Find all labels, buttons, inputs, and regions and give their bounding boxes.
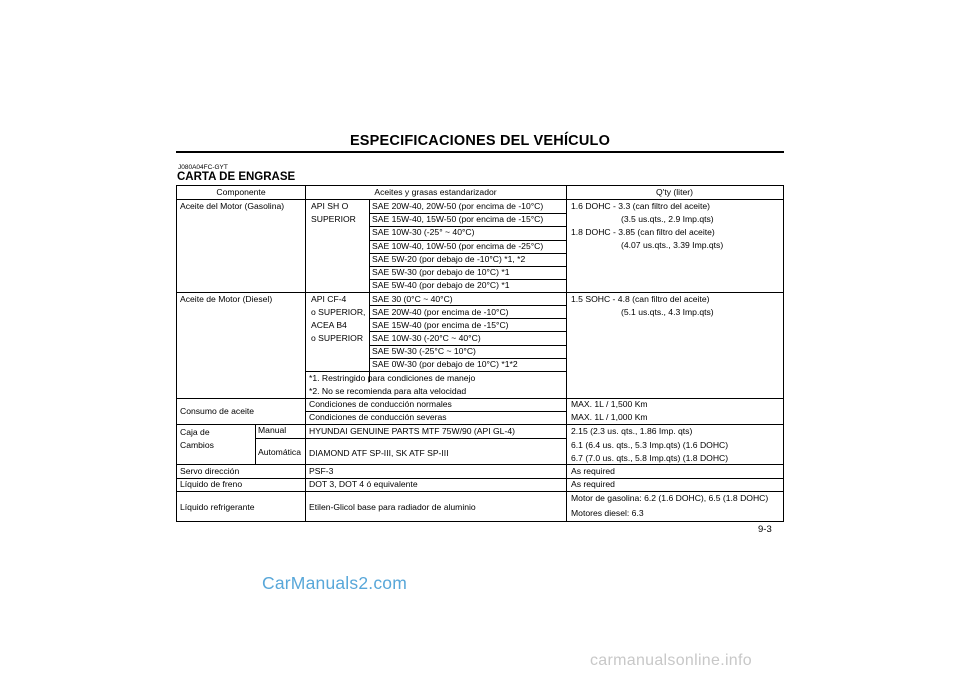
notes-top-rule [305,371,566,372]
consumo-component: Consumo de aceite [180,406,255,416]
diesel-qty: (5.1 us.qts., 4.3 Imp.qts) [621,307,714,317]
grade-rule [369,331,566,332]
gasoline-api-1: API SH O [311,201,349,211]
caja-manual-label: Manual [258,425,287,435]
caja-automatic-qty: 6.1 (6.4 us. qts., 5.3 Imp.qts) (1.6 DOHC) [571,440,729,450]
caja-divider [255,425,256,464]
diesel-api: o SUPERIOR, [311,307,366,317]
caja-manual-qty: 2.15 (2.3 us. qts., 1.86 Imp. qts) [571,426,693,436]
diesel-top-rule-left [177,292,566,293]
diesel-grade: SAE 20W-40 (por encima de -10°C) [372,307,509,317]
diesel-api: API CF-4 [311,294,347,304]
grade-rule [369,318,566,319]
title-rule [176,151,784,153]
gasoline-api-2: SUPERIOR [311,214,356,224]
diesel-grade: SAE 5W-30 (-25°C ~ 10°C) [372,346,476,356]
consumo-qty-severe: MAX. 1L / 1,000 Km [571,412,648,422]
note-1: *1. Restringido para condiciones de manejo [309,373,476,383]
servo-top-rule [177,464,783,465]
freno-top-rule [177,478,783,479]
gasoline-qty: (4.07 us.qts., 3.39 Imp.qts) [621,240,724,250]
header-rule [177,199,783,200]
gasoline-grade: SAE 5W-30 (por debajo de 10°C) *1 [372,267,510,277]
refrigerante-oil: Etilen-Glicol base para radiador de aluminio [309,502,476,512]
gasoline-grade: SAE 15W-40, 15W-50 (por encima de -15°C) [372,214,544,224]
consumo-condition-normal: Condiciones de conducción normales [309,399,452,409]
gasoline-qty: (3.5 us.qts., 2.9 Imp.qts) [621,214,714,224]
gasoline-grade: SAE 10W-30 (-25° ~ 40°C) [372,227,475,237]
refrigerante-component: Líquido refrigerante [180,502,255,512]
diesel-component: Aceite de Motor (Diesel) [180,294,273,304]
header-qty: Q'ty (liter) [656,187,693,197]
gasoline-qty: 1.6 DOHC - 3.3 (can filtro del aceite) [571,201,710,211]
gasoline-grade: SAE 20W-40, 20W-50 (por encima de -10°C) [372,201,544,211]
diesel-api: ACEA B4 [311,320,347,330]
servo-oil: PSF-3 [309,466,334,476]
lubricant-chart-table [176,185,784,522]
header-componente: Componente [216,187,266,197]
caja-component-line2: Cambios [180,440,214,450]
watermark-carmanuals2: CarManuals2.com [262,573,407,593]
diesel-grade: SAE 15W-40 (por encima de -15°C) [372,320,509,330]
caja-automatic-label: Automática [258,447,301,457]
freno-component: Líquido de freno [180,479,243,489]
page-number: 9-3 [758,524,772,535]
refrigerante-top-rule [177,491,783,492]
header-aceites: Aceites y grasas estandarizador [374,187,497,197]
gasoline-qty: 1.8 DOHC - 3.85 (can filtro del aceite) [571,227,715,237]
gasoline-grade: SAE 10W-40, 10W-50 (por encima de -25°C) [372,241,544,251]
consumo-top-rule [177,398,783,399]
consumo-condition-severe: Condiciones de conducción severas [309,412,447,422]
note-2: *2. No se recomienda para alta velocidad [309,386,467,396]
consumo-qty-normal: MAX. 1L / 1,500 Km [571,399,648,409]
diesel-grade: SAE 30 (0°C ~ 40°C) [372,294,453,304]
gasoline-grade: SAE 5W-40 (por debajo de 20°C) *1 [372,280,510,290]
col-divider-2 [566,186,567,522]
servo-component: Servo dirección [180,466,240,476]
servo-qty: As required [571,466,615,476]
caja-automatic-qty: 6.7 (7.0 us. qts., 5.8 Imp.qts) (1.8 DOHC) [571,453,729,463]
caja-manual-oil: HYUNDAI GENUINE PARTS MTF 75W/90 (API GL-4) [309,426,515,436]
refrigerante-qty-diesel: Motores diesel: 6.3 [571,508,644,518]
section-code: J080A04FC-GYT [178,164,228,171]
section-title: CARTA DE ENGRASE [177,171,296,183]
diesel-api: o SUPERIOR [311,333,364,343]
page-title: ESPECIFICACIONES DEL VEHÍCULO [349,133,611,149]
diesel-grade: SAE 10W-30 (-20°C ~ 40°C) [372,333,481,343]
diesel-qty: 1.5 SOHC - 4.8 (can filtro del aceite) [571,294,710,304]
grade-rule [369,305,566,306]
watermark-carmanualsonline: carmanualsonline.info [590,652,752,669]
col-divider-1 [305,186,306,522]
caja-component-line1: Caja de [180,427,210,437]
diesel-top-rule-right [566,292,783,293]
gasoline-component: Aceite del Motor (Gasolina) [180,201,285,211]
freno-qty: As required [571,479,615,489]
caja-automatic-oil: DIAMOND ATF SP-III, SK ATF SP-III [309,448,449,458]
grade-divider [369,200,370,382]
gasoline-grade: SAE 5W-20 (por debajo de -10°C) *1, *2 [372,254,526,264]
freno-oil: DOT 3, DOT 4 ó equivalente [309,479,418,489]
diesel-grade: SAE 0W-30 (por debajo de 10°C) *1*2 [372,359,518,369]
refrigerante-qty-gasoline: Motor de gasolina: 6.2 (1.6 DOHC), 6.5 (1.8 DOHC) [571,493,769,503]
caja-mid-rule [255,438,566,439]
